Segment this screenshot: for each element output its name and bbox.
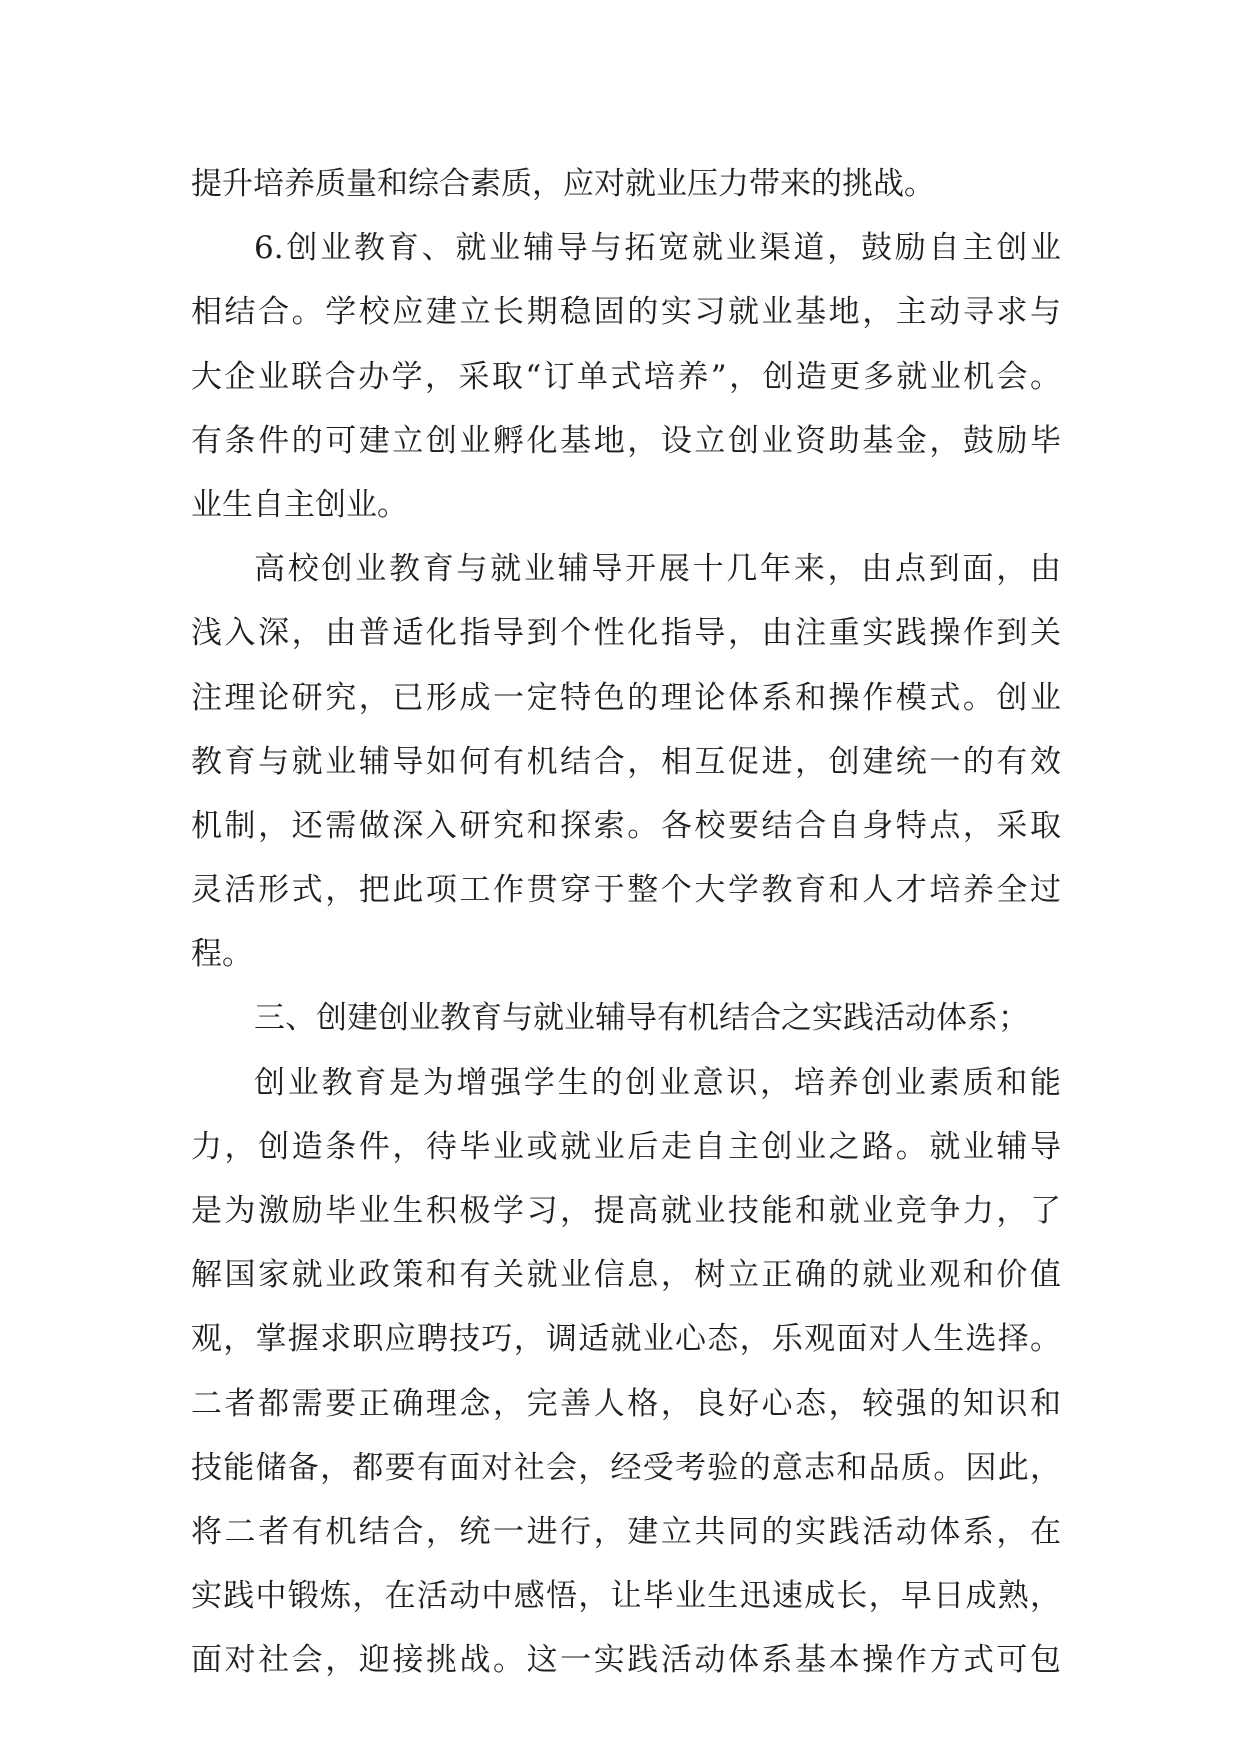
text-line: 灵活形式，把此项工作贯穿于整个大学教育和人才培养全过 — [191, 872, 1061, 909]
text-line: 二者都需要正确理念，完善人格，良好心态，较强的知识和 — [191, 1385, 1061, 1422]
text-line: 浅入深，由普适化指导到个性化指导，由注重实践操作到关 — [191, 615, 1061, 652]
text-line: 相结合。学校应建立长期稳固的实习就业基地，主动寻求与 — [191, 294, 1061, 331]
text-line: 是为激励毕业生积极学习，提高就业技能和就业竞争力，了 — [191, 1193, 1061, 1229]
text-line: 力，创造条件，待毕业或就业后走自主创业之路。就业辅导 — [191, 1128, 1061, 1165]
text-line: 6.创业教育、就业辅导与拓宽就业渠道，鼓励自主创业 — [254, 230, 1061, 267]
text-line: 观，掌握求职应聘技巧，调适就业心态，乐观面对人生选择。 — [191, 1321, 1061, 1358]
text-line: 有条件的可建立创业孵化基地，设立创业资助基金，鼓励毕 — [191, 422, 1061, 459]
text-line: 技能储备，都要有面对社会，经受考验的意志和品质。因此， — [191, 1449, 1061, 1486]
text-line: 创业教育是为增强学生的创业意识，培养创业素质和能 — [254, 1064, 1061, 1101]
text-line: 程。 — [191, 936, 253, 973]
text-line: 将二者有机结合，统一进行，建立共同的实践活动体系，在 — [191, 1513, 1061, 1550]
text-line: 业生自主创业。 — [191, 486, 408, 523]
text-line: 机制，还需做深入研究和探索。各校要结合自身特点，采取 — [191, 807, 1061, 844]
text-line: 解国家就业政策和有关就业信息，树立正确的就业观和价值 — [191, 1257, 1061, 1294]
text-line: 教育与就业辅导如何有机结合，相互促进，创建统一的有效 — [191, 743, 1061, 780]
text-line: 实践中锻炼，在活动中感悟，让毕业生迅速成长，早日成熟， — [191, 1578, 1061, 1615]
text-line: 面对社会，迎接挑战。这一实践活动体系基本操作方式可包 — [191, 1642, 1061, 1679]
body-text — [191, 152, 1061, 1693]
text-line: 大企业联合办学，采取“订单式培养”，创造更多就业机会。 — [191, 358, 1061, 395]
text-line: 高校创业教育与就业辅导开展十几年来，由点到面，由 — [254, 551, 1061, 588]
text-line: 提升培养质量和综合素质，应对就业压力带来的挑战。 — [191, 166, 935, 202]
text-line: 注理论研究，已形成一定特色的理论体系和操作模式。创业 — [191, 679, 1061, 716]
section-heading: 三、创建创业教育与就业辅导有机结合之实践活动体系； — [254, 1000, 1029, 1037]
